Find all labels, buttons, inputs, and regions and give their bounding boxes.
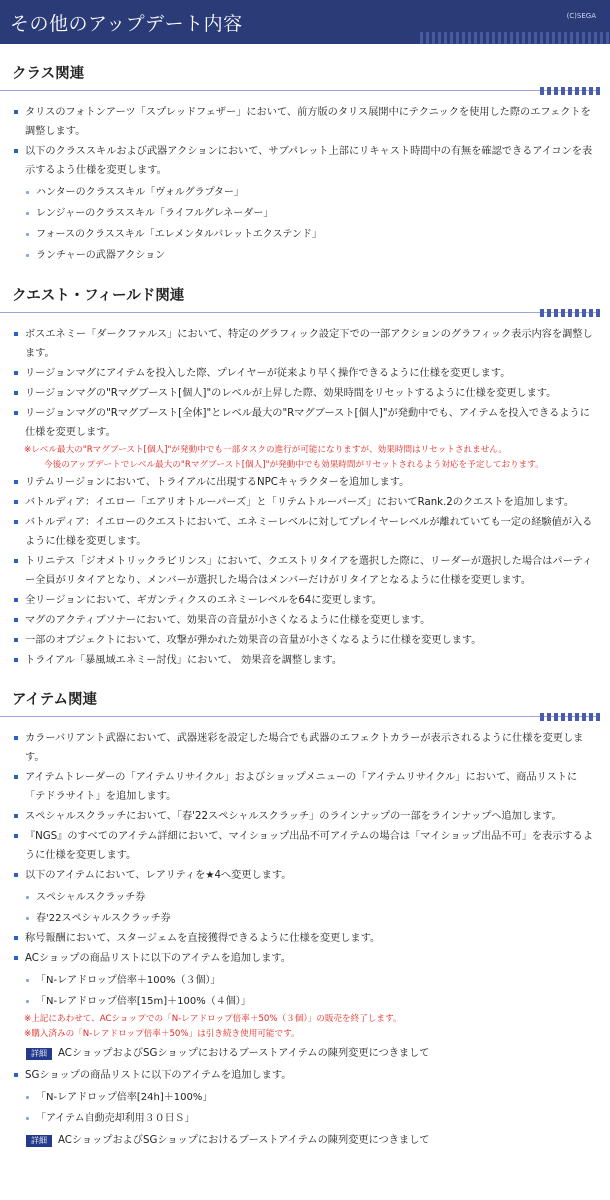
detail-link-text[interactable]: ACショップおよびSGショップにおけるブーストアイテムの陳列変更につきまして — [58, 1048, 430, 1059]
section-divider — [0, 312, 600, 313]
sub-list-item: 「N-レアドロップ倍率＋100%（３個）」 — [26, 970, 596, 991]
detail-tag: 詳細 — [26, 1048, 52, 1060]
list-item: 称号報酬において、スタージェムを直接獲得できるように仕様を変更します。 — [14, 929, 596, 948]
list-item: リージョンマグの"Rマグブースト[個人]"のレベルが上昇した際、効果時間をリセットするように仕様を変更します。 — [14, 384, 596, 403]
detail-link-text[interactable]: ACショップおよびSGショップにおけるブーストアイテムの陳列変更につきまして — [58, 1135, 430, 1146]
list-item: 全リージョンにおいて、ギガンティクスのエネミーレベルを64に変更します。 — [14, 591, 596, 610]
list-item: リージョンマグにアイテムを投入した際、プレイヤーが従来より早く操作できるように仕様を変更します。 — [14, 364, 596, 383]
list-item: リージョンマグの"Rマグブースト[全体]"とレベル最大の"Rマグブースト[個人]"が発動中でも、アイテムを投入できるように仕様を変更します。 — [14, 404, 596, 442]
list-item: 『NGS』のすべてのアイテム詳細において、マイショップ出品不可アイテムの場合は「マイショップ出品不可」を表示するように仕様を変更します。 — [14, 827, 596, 865]
section-decoration — [540, 309, 600, 317]
list-item: カラーバリアント武器において、武器迷彩を設定した場合でも武器のエフェクトカラーが表示されるように仕様を変更します。 — [14, 729, 596, 767]
section-class — [0, 97, 610, 266]
page-header — [0, 0, 610, 44]
sub-list-item: フォースのクラススキル「エレメンタルバレットエクステンド」 — [26, 224, 596, 245]
list-item: SGショップの商品リストに以下のアイテムを追加します。 — [14, 1066, 596, 1085]
list-item: バトルディア：イエロー「エアリオトルーパーズ」と「リテムトルーパーズ」においてRank.2のクエストを追加します。 — [14, 493, 596, 512]
section-heading: クラス関連 — [12, 66, 85, 82]
list-item: 一部のオブジェクトにおいて、攻撃が弾かれた効果音の音量が小さくなるように仕様を変更します。 — [14, 631, 596, 650]
list-item: スペシャルスクラッチにおいて、「春'22スペシャルスクラッチ」のラインナップの一部をラインナップへ追加します。 — [14, 807, 596, 826]
detail-link-ac[interactable] — [14, 1045, 596, 1063]
section-quest — [0, 319, 610, 670]
note-text: 今後のアップデートでレベル最大の"Rマグブースト[個人]"が発動中でも効果時間がリセットされるよう対応を予定しております。 — [44, 460, 544, 470]
section-divider — [0, 90, 600, 91]
note-text: ※購入済みの「N-レアドロップ倍率＋50%」は引き続き使用可能です。 — [24, 1029, 300, 1039]
section-decoration — [540, 87, 600, 95]
list-item: タリスのフォトンアーツ「スプレッドフェザー」において、前方版のタリス展開中にテクニックを使用した際のエフェクトを調整します。 — [14, 103, 596, 141]
note-text: ※レベル最大の"Rマグブースト[個人]"が発動中でも一部タスクの進行が可能になりますが、効果時間はリセットされません。 — [24, 445, 507, 455]
list-item: トライアル「暴風域エネミー討伐」において、 効果音を調整します。 — [14, 651, 596, 670]
sub-list-item: スペシャルスクラッチ券 — [26, 887, 596, 908]
sub-list-item: 春'22スペシャルスクラッチ券 — [26, 908, 596, 929]
section-title-item — [0, 688, 610, 723]
section-heading: クエスト・フィールド関連 — [12, 288, 185, 304]
section-heading: アイテム関連 — [12, 692, 97, 708]
detail-link-sg[interactable] — [14, 1132, 596, 1150]
list-item: トリニテス「ジオメトリックラビリンス」において、クエストリタイアを選択した際に、リーダーが選択した場合はパーティー全員がリタイアとなり、メンバーが選択した場合はメンバーだけがリタイアとなるように仕様を変更します。 — [14, 552, 596, 590]
sub-list-item: 「アイテム自動売却利用３０日Ｓ」 — [26, 1108, 596, 1129]
list-item: アイテムトレーダーの「アイテムリサイクル」およびショップメニューの「アイテムリサイクル」において、商品リストに「テドラサイト」を追加します。 — [14, 768, 596, 806]
section-decoration — [540, 713, 600, 721]
list-item: 以下のアイテムにおいて、レアリティを★4へ変更します。 — [14, 866, 596, 885]
list-item: 以下のクラススキルおよび武器アクションにおいて、サブパレット上部にリキャスト時間中の有無を確認できるアイコンを表示するよう仕様を変更します。 — [14, 142, 596, 180]
sub-list-item: 「N-レアドロップ倍率[24h]＋100%」 — [26, 1087, 596, 1108]
note-text: ※上記にあわせて、ACショップでの「N-レアドロップ倍率＋50%（３個）」の販売を終了します。 — [24, 1014, 402, 1024]
sub-list-item: 「N-レアドロップ倍率[15m]＋100%（４個）」 — [26, 991, 596, 1012]
sub-list-item: ハンターのクラススキル「ヴォルグラプター」 — [26, 182, 596, 203]
detail-tag: 詳細 — [26, 1135, 52, 1147]
list-item: ボスエネミー「ダークファルス」において、特定のグラフィック設定下での一部アクションのグラフィック表示内容を調整します。 — [14, 325, 596, 363]
list-item: バトルディア：イエローのクエストにおいて、エネミーレベルに対してプレイヤーレベルが離れていても一定の経験値が入るように仕様を変更します。 — [14, 513, 596, 551]
list-item: マグのアクティブソナーにおいて、効果音の音量が小さくなるように仕様を変更します。 — [14, 611, 596, 630]
page-title: その他のアップデート内容 — [10, 13, 243, 35]
header-decoration — [420, 32, 610, 44]
section-title-quest — [0, 284, 610, 319]
copyright-label: (C)SEGA — [566, 12, 596, 20]
sub-list-item: ランチャーの武器アクション — [26, 245, 596, 266]
list-item: ACショップの商品リストに以下のアイテムを追加します。 — [14, 949, 596, 968]
section-divider — [0, 716, 600, 717]
list-item: リテムリージョンにおいて、トライアルに出現するNPCキャラクターを追加します。 — [14, 473, 596, 492]
section-item — [0, 723, 610, 1150]
section-title-class — [0, 62, 610, 97]
sub-list-item: レンジャーのクラススキル「ライフルグレネーダー」 — [26, 203, 596, 224]
